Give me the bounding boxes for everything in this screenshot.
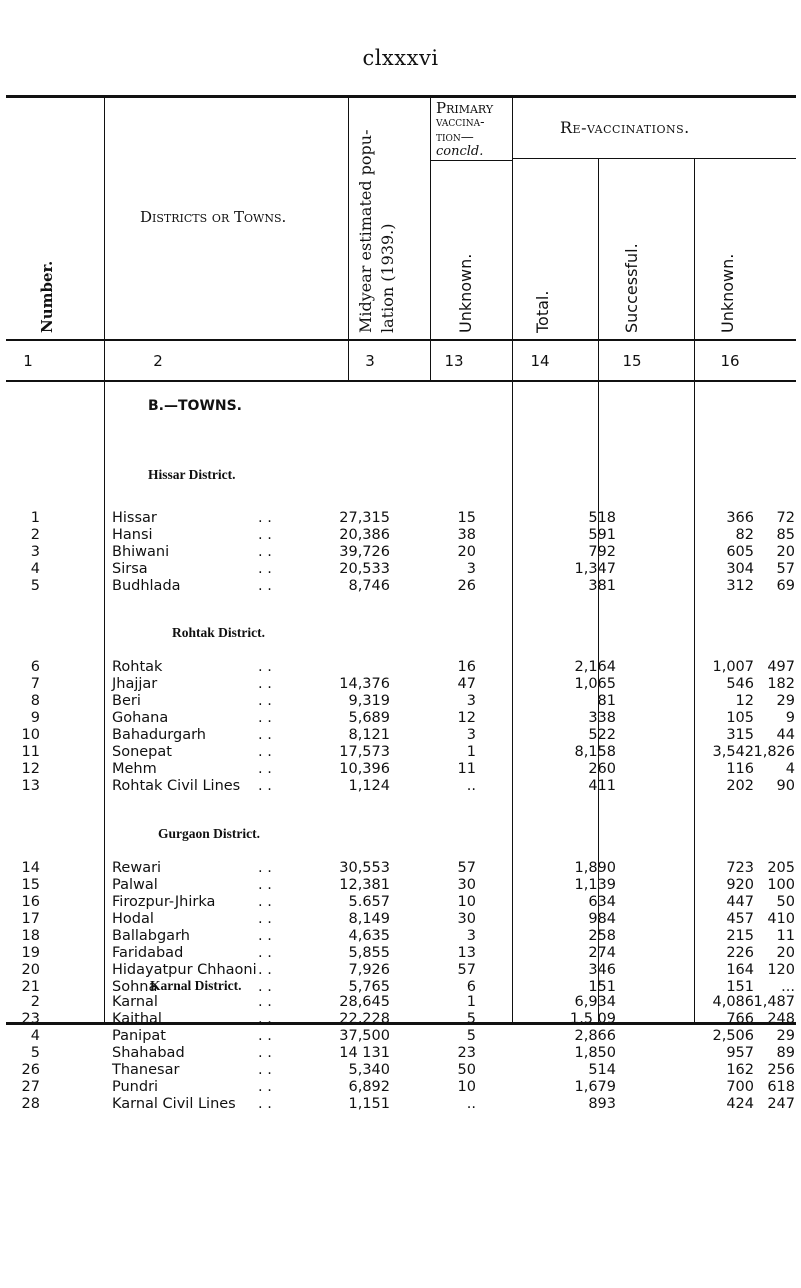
total-cell: 2,866	[574, 1028, 616, 1044]
primary-unknown-cell: 26	[457, 578, 476, 594]
successful-cell: 1,007	[712, 659, 754, 675]
row-number: 21	[21, 979, 40, 995]
header-vline	[430, 96, 431, 381]
total-cell: 260	[588, 761, 616, 777]
total-cell: 1,065	[574, 676, 616, 692]
revacc-unknown-cell: 256	[767, 1062, 795, 1078]
header-primary-line4: concld.	[436, 144, 484, 159]
primary-unknown-cell: ..	[466, 778, 476, 794]
revacc-unknown-cell: 29	[776, 1028, 795, 1044]
table-row	[0, 877, 801, 895]
population-cell: 9,319	[348, 693, 390, 709]
population-cell: 39,726	[339, 544, 390, 560]
town-name: Hansi	[112, 527, 153, 543]
town-name: Bhiwani	[112, 544, 170, 560]
primary-unknown-cell: 30	[457, 877, 476, 893]
successful-cell: 2,506	[712, 1028, 754, 1044]
population-cell: 5,340	[348, 1062, 390, 1078]
revacc-unknown-cell: 248	[767, 1011, 795, 1027]
population-cell: 6,892	[348, 1079, 390, 1095]
successful-cell: 723	[726, 860, 754, 876]
total-cell: 1,679	[574, 1079, 616, 1095]
leader-dots: . .	[258, 693, 272, 709]
town-name: Sohna	[112, 979, 158, 995]
leader-dots: . .	[258, 979, 272, 995]
leader-dots: . .	[258, 945, 272, 961]
primary-unknown-cell: 3	[466, 727, 476, 743]
column-number: 3	[365, 352, 375, 370]
leader-dots: . .	[258, 527, 272, 543]
primary-unknown-cell: 15	[457, 510, 476, 526]
table-row	[0, 860, 801, 878]
header-vline	[348, 96, 349, 381]
successful-cell: 116	[726, 761, 754, 777]
successful-cell: 164	[726, 962, 754, 978]
total-cell: 6,934	[574, 994, 616, 1010]
successful-cell: 424	[726, 1096, 754, 1112]
table-row	[0, 1028, 801, 1046]
town-name: Karnal Civil Lines	[112, 1096, 236, 1112]
town-name: Ballabgarh	[112, 928, 190, 944]
table-row	[0, 676, 801, 694]
row-number: 19	[21, 945, 40, 961]
table-row	[0, 693, 801, 711]
population-cell: 22,228	[339, 1011, 390, 1027]
top-rule	[6, 95, 796, 98]
header-successful: Successful.	[622, 243, 641, 333]
successful-cell: 151	[726, 979, 754, 995]
town-name: Hissar	[112, 510, 157, 526]
table-row	[0, 928, 801, 946]
total-cell: 2,164	[574, 659, 616, 675]
header-vline	[598, 158, 599, 381]
population-cell: 30,553	[339, 860, 390, 876]
table-row	[0, 1011, 801, 1029]
leader-dots: . .	[258, 877, 272, 893]
successful-cell: 605	[726, 544, 754, 560]
row-number: 5	[30, 1045, 40, 1061]
table-row	[0, 544, 801, 562]
population-cell: 1,151	[348, 1096, 390, 1112]
revacc-unknown-cell: 85	[776, 527, 795, 543]
successful-cell: 312	[726, 578, 754, 594]
row-number: 17	[21, 911, 40, 927]
successful-cell: 920	[726, 877, 754, 893]
column-number: 13	[444, 352, 464, 370]
revacc-unknown-cell: 205	[767, 860, 795, 876]
leader-dots: . .	[258, 911, 272, 927]
header-primary-line3: tion—	[436, 130, 474, 145]
town-name: Faridabad	[112, 945, 184, 961]
primary-unknown-cell: 57	[457, 962, 476, 978]
town-name: Rohtak Civil Lines	[112, 778, 241, 794]
total-cell: 518	[588, 510, 616, 526]
table-row	[0, 1079, 801, 1097]
leader-dots: . .	[258, 1011, 272, 1027]
primary-unknown-cell: 5	[466, 1028, 476, 1044]
total-cell: 792	[588, 544, 616, 560]
revacc-unknown-cell: 1,826	[753, 744, 795, 760]
revacc-unknown-cell: 57	[776, 561, 795, 577]
total-cell: 381	[588, 578, 616, 594]
town-name: Gohana	[112, 710, 169, 726]
header-bottom-rule	[6, 339, 796, 341]
total-cell: 1,139	[574, 877, 616, 893]
header-vline	[512, 96, 513, 381]
row-number: 1	[30, 510, 40, 526]
primary-unknown-cell: 23	[457, 1045, 476, 1061]
population-cell: 20,533	[339, 561, 390, 577]
town-name: Thanesar	[112, 1062, 180, 1078]
total-cell: 1,850	[574, 1045, 616, 1061]
header-population-line1: Midyear estimated popu-	[356, 129, 375, 333]
revacc-unknown-cell: 29	[776, 693, 795, 709]
primary-unknown-cell: 3	[466, 693, 476, 709]
total-cell: 411	[588, 778, 616, 794]
district-heading: Karnal District.	[150, 978, 242, 993]
population-cell: 7,926	[348, 962, 390, 978]
revacc-unknown-cell: 20	[776, 945, 795, 961]
revacc-unknown-cell: 72	[776, 510, 795, 526]
header-vline	[104, 96, 105, 381]
total-cell: 346	[588, 962, 616, 978]
header-primary-line1: Primary	[436, 99, 494, 117]
leader-dots: . .	[258, 962, 272, 978]
primary-unknown-cell: 3	[466, 561, 476, 577]
revacc-unknown-cell: 182	[767, 676, 795, 692]
successful-cell: 957	[726, 1045, 754, 1061]
table-row	[0, 778, 801, 796]
revacc-unknown-cell: 20	[776, 544, 795, 560]
table-row	[0, 911, 801, 929]
total-cell: 338	[588, 710, 616, 726]
primary-unknown-cell: 10	[457, 1079, 476, 1095]
primary-unknown-cell: 10	[457, 894, 476, 910]
population-cell: 27,315	[339, 510, 390, 526]
leader-dots: . .	[258, 744, 272, 760]
town-name: Mehm	[112, 761, 157, 777]
total-cell: 1,347	[574, 561, 616, 577]
town-name: Hodal	[112, 911, 154, 927]
leader-dots: . .	[258, 1096, 272, 1112]
successful-cell: 162	[726, 1062, 754, 1078]
population-cell: 28,645	[339, 994, 390, 1010]
row-number: 7	[30, 676, 40, 692]
town-name: Rewari	[112, 860, 162, 876]
primary-unknown-cell: 16	[457, 659, 476, 675]
successful-cell: 82	[735, 527, 754, 543]
table-row	[0, 962, 801, 980]
row-number: 2	[30, 527, 40, 543]
primary-unknown-cell: 5	[466, 1011, 476, 1027]
leader-dots: . .	[258, 561, 272, 577]
revacc-unknown-cell: 618	[767, 1079, 795, 1095]
town-name: Jhajjar	[112, 676, 158, 692]
table-row	[0, 1062, 801, 1080]
total-cell: 81	[597, 693, 616, 709]
successful-cell: 12	[735, 693, 754, 709]
row-number: 3	[30, 544, 40, 560]
revacc-unknown-cell: 4	[785, 761, 795, 777]
leader-dots: . .	[258, 676, 272, 692]
row-number: 4	[30, 561, 40, 577]
town-name: Sirsa	[112, 561, 148, 577]
total-cell: 8,158	[574, 744, 616, 760]
header-revaccinations: Re-vaccinations.	[560, 118, 690, 137]
leader-dots: . .	[258, 778, 272, 794]
header-unknown: Unknown.	[456, 253, 475, 333]
successful-cell: 215	[726, 928, 754, 944]
primary-unknown-cell: 47	[457, 676, 476, 692]
revacc-unknown-cell: 100	[767, 877, 795, 893]
town-name: Palwal	[112, 877, 158, 893]
successful-cell: 447	[726, 894, 754, 910]
row-number: 16	[21, 894, 40, 910]
table-row	[0, 510, 801, 528]
table-row	[0, 710, 801, 728]
total-cell: 893	[588, 1096, 616, 1112]
revacc-unknown-cell: 1,487	[753, 994, 795, 1010]
revacc-unknown-cell: 89	[776, 1045, 795, 1061]
row-number: 20	[21, 962, 40, 978]
row-number: 8	[30, 693, 40, 709]
successful-cell: 766	[726, 1011, 754, 1027]
primary-unknown-cell: 12	[457, 710, 476, 726]
revacc-unknown-cell: 44	[776, 727, 795, 743]
successful-cell: 3,542	[712, 744, 754, 760]
revacc-unknown-cell: 247	[767, 1096, 795, 1112]
total-cell: 591	[588, 527, 616, 543]
primary-unknown-cell: ..	[466, 1096, 476, 1112]
revacc-unknown-cell: 120	[767, 962, 795, 978]
population-cell: 12,381	[339, 877, 390, 893]
table-row	[0, 561, 801, 579]
town-name: Kaithal	[112, 1011, 162, 1027]
population-cell: 17,573	[339, 744, 390, 760]
row-number: 9	[30, 710, 40, 726]
revacc-unknown-cell: 90	[776, 778, 795, 794]
revacc-unknown-cell: 497	[767, 659, 795, 675]
total-cell: 522	[588, 727, 616, 743]
successful-cell: 226	[726, 945, 754, 961]
total-cell: 1,890	[574, 860, 616, 876]
row-number: 18	[21, 928, 40, 944]
population-cell: 20,386	[339, 527, 390, 543]
header-vline	[694, 158, 695, 381]
total-cell: 258	[588, 928, 616, 944]
table-row	[0, 945, 801, 963]
total-cell: 151	[588, 979, 616, 995]
row-number: 14	[21, 860, 40, 876]
leader-dots: . .	[258, 659, 272, 675]
table-row	[0, 527, 801, 545]
town-name: Bahadurgarh	[112, 727, 206, 743]
table-row	[0, 659, 801, 677]
total-cell: 1,5 09	[569, 1011, 616, 1027]
primary-unknown-cell: 30	[457, 911, 476, 927]
primary-unknown-cell: 13	[457, 945, 476, 961]
page-label: clxxxvi	[362, 46, 439, 70]
town-name: Shahabad	[112, 1045, 185, 1061]
primary-unknown-cell: 6	[466, 979, 476, 995]
town-name: Sonepat	[112, 744, 172, 760]
header-population-line2: lation (1939.)	[378, 223, 397, 333]
table-row	[0, 894, 801, 912]
primary-subrule	[430, 160, 512, 161]
leader-dots: . .	[258, 727, 272, 743]
population-cell: 5.657	[348, 894, 390, 910]
column-number: 1	[23, 352, 33, 370]
town-name: Pundri	[112, 1079, 159, 1095]
population-cell: 37,500	[339, 1028, 390, 1044]
successful-cell: 700	[726, 1079, 754, 1095]
row-number: 15	[21, 877, 40, 893]
leader-dots: . .	[258, 761, 272, 777]
leader-dots: . .	[258, 860, 272, 876]
town-name: Beri	[112, 693, 141, 709]
population-cell: 14,376	[339, 676, 390, 692]
header-total: Total.	[533, 290, 552, 333]
row-number: 5	[30, 578, 40, 594]
table-row	[0, 578, 801, 596]
column-number: 16	[720, 352, 740, 370]
revaccination-subrule	[512, 158, 796, 159]
population-cell: 1,124	[348, 778, 390, 794]
row-number: 28	[21, 1096, 40, 1112]
population-cell: 5,855	[348, 945, 390, 961]
row-number: 11	[21, 744, 40, 760]
population-cell: 4,635	[348, 928, 390, 944]
table-row	[0, 727, 801, 745]
town-name: Karnal	[112, 994, 158, 1010]
total-cell: 274	[588, 945, 616, 961]
table-row	[0, 744, 801, 762]
column-number: 15	[622, 352, 642, 370]
leader-dots: . .	[258, 994, 272, 1010]
leader-dots: . .	[258, 544, 272, 560]
total-cell: 514	[588, 1062, 616, 1078]
population-cell: 10,396	[339, 761, 390, 777]
leader-dots: . .	[258, 510, 272, 526]
population-cell: 8,149	[348, 911, 390, 927]
successful-cell: 546	[726, 676, 754, 692]
population-cell: 14 131	[339, 1045, 390, 1061]
row-number: 26	[21, 1062, 40, 1078]
primary-unknown-cell: 3	[466, 928, 476, 944]
total-cell: 634	[588, 894, 616, 910]
primary-unknown-cell: 1	[466, 744, 476, 760]
population-cell: 5,765	[348, 979, 390, 995]
successful-cell: 457	[726, 911, 754, 927]
town-name: Hidayatpur Chhaoni	[112, 962, 257, 978]
town-name: Firozpur-Jhirka	[112, 894, 216, 910]
successful-cell: 202	[726, 778, 754, 794]
primary-unknown-cell: 20	[457, 544, 476, 560]
successful-cell: 315	[726, 727, 754, 743]
header-primary-line2: vaccina-	[436, 115, 485, 130]
town-name: Panipat	[112, 1028, 166, 1044]
district-heading: Hissar District.	[148, 467, 236, 482]
table-row	[0, 1045, 801, 1063]
revacc-unknown-cell: 69	[776, 578, 795, 594]
section-title: B.—TOWNS.	[148, 398, 243, 414]
successful-cell: 304	[726, 561, 754, 577]
row-number: 27	[21, 1079, 40, 1095]
town-name: Rohtak	[112, 659, 163, 675]
header-unknown2: Unknown.	[718, 253, 737, 333]
town-name: Budhlada	[112, 578, 181, 594]
revacc-unknown-cell: ...	[781, 979, 795, 995]
leader-dots: . .	[258, 710, 272, 726]
leader-dots: . .	[258, 1045, 272, 1061]
population-cell: 5,689	[348, 710, 390, 726]
primary-unknown-cell: 57	[457, 860, 476, 876]
primary-unknown-cell: 38	[457, 527, 476, 543]
leader-dots: . .	[258, 894, 272, 910]
revacc-unknown-cell: 50	[776, 894, 795, 910]
leader-dots: . .	[258, 1062, 272, 1078]
primary-unknown-cell: 50	[457, 1062, 476, 1078]
revacc-unknown-cell: 9	[785, 710, 795, 726]
header-districts: Districts or Towns.	[140, 208, 287, 226]
row-number: 23	[21, 1011, 40, 1027]
successful-cell: 4,086	[712, 994, 754, 1010]
revacc-unknown-cell: 11	[776, 928, 795, 944]
population-cell: 8,121	[348, 727, 390, 743]
successful-cell: 366	[726, 510, 754, 526]
column-number: 2	[153, 352, 163, 370]
population-cell: 8,746	[348, 578, 390, 594]
successful-cell: 105	[726, 710, 754, 726]
leader-dots: . .	[258, 1079, 272, 1095]
column-number: 14	[530, 352, 550, 370]
leader-dots: . .	[258, 928, 272, 944]
column-number-rule	[6, 380, 796, 382]
district-heading: Gurgaon District.	[158, 826, 260, 841]
row-number: 6	[30, 659, 40, 675]
total-cell: 984	[588, 911, 616, 927]
district-heading: Rohtak District.	[172, 625, 265, 640]
leader-dots: . .	[258, 1028, 272, 1044]
leader-dots: . .	[258, 578, 272, 594]
row-number: 2	[30, 994, 40, 1010]
table-row	[0, 761, 801, 779]
primary-unknown-cell: 1	[466, 994, 476, 1010]
table-row	[0, 1096, 801, 1114]
table-row	[0, 994, 801, 1012]
header-number: Number.	[38, 260, 56, 333]
primary-unknown-cell: 11	[457, 761, 476, 777]
row-number: 13	[21, 778, 40, 794]
row-number: 4	[30, 1028, 40, 1044]
row-number: 12	[21, 761, 40, 777]
row-number: 10	[21, 727, 40, 743]
revacc-unknown-cell: 410	[767, 911, 795, 927]
